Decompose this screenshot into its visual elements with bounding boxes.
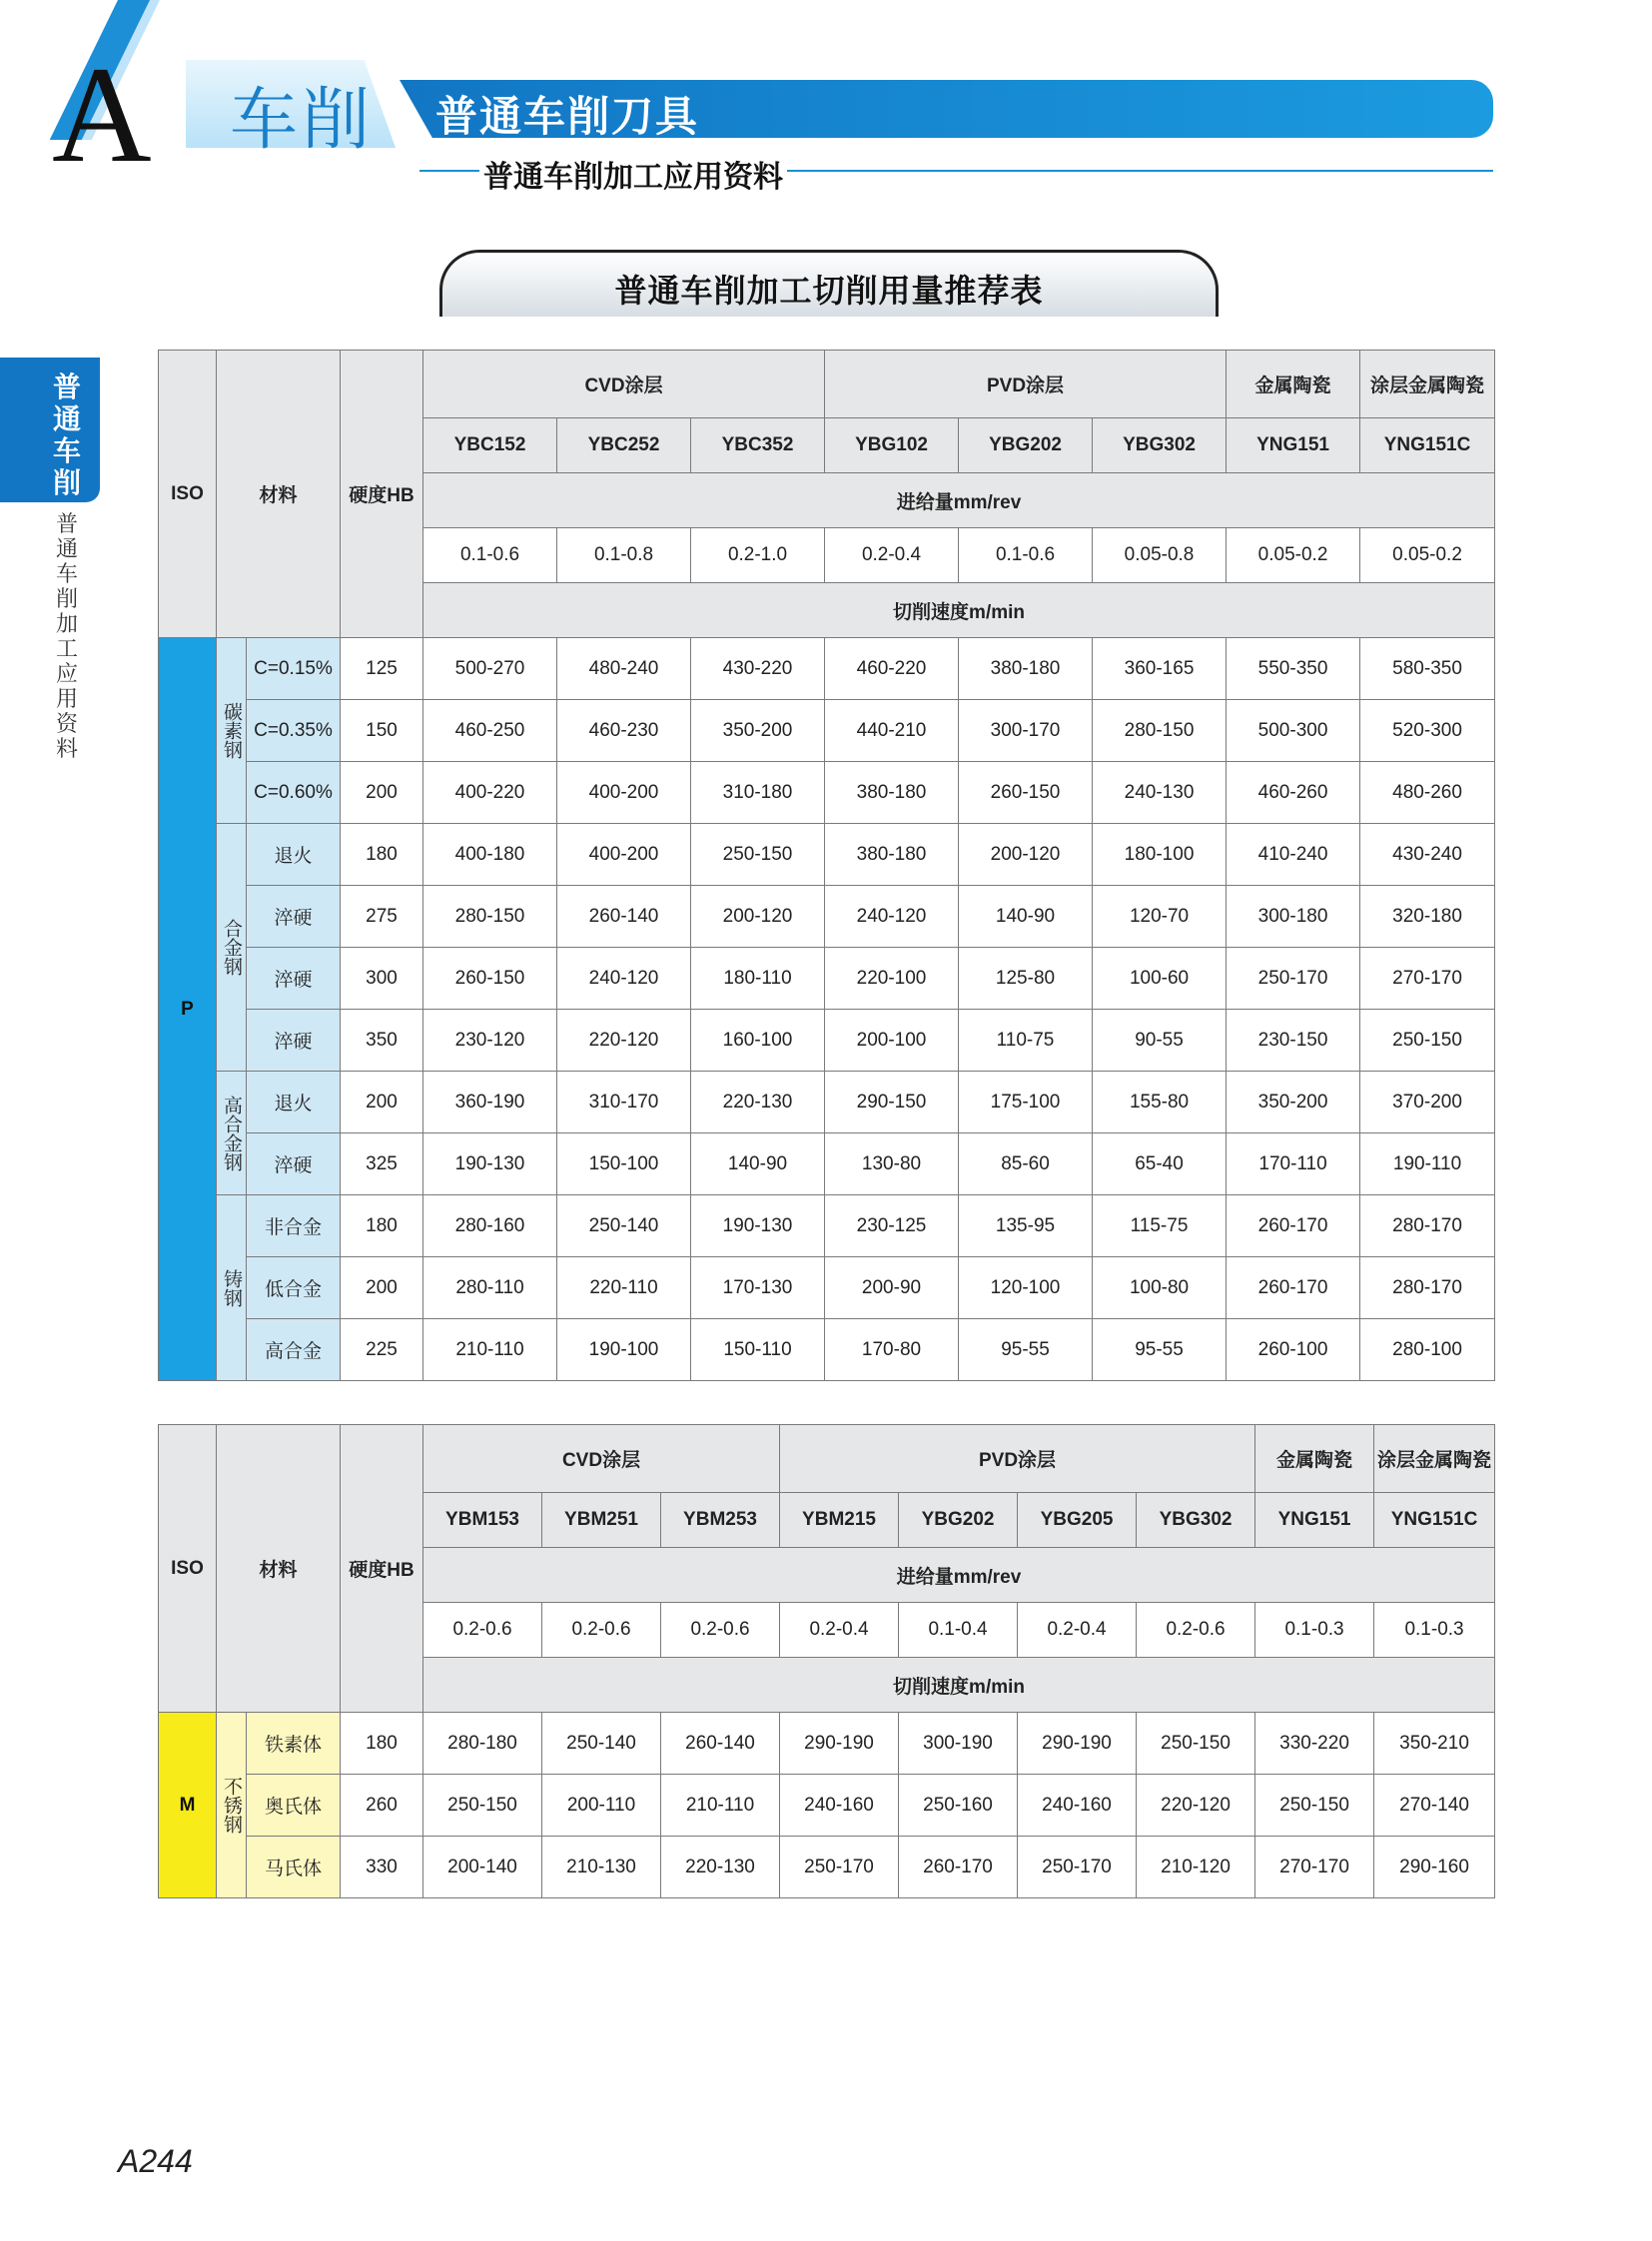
table-row [159,948,1495,1010]
speed-value: 550-350 [1227,638,1360,700]
speed-value: 250-150 [1255,1775,1374,1837]
material-category-cell [217,1072,247,1195]
grade-header: YBG205 [1018,1493,1137,1548]
iso-code-cell: M [159,1713,217,1898]
speed-value: 155-80 [1093,1072,1227,1133]
feed-value: 0.2-1.0 [691,528,825,583]
material-condition: 淬硬 [247,1133,341,1195]
speed-value: 300-190 [899,1713,1018,1775]
material-category: 合金钢 [221,919,242,976]
table-row [159,1195,1495,1257]
table-row [159,1713,1495,1775]
speed-value: 95-55 [1093,1319,1227,1381]
material-condition: 淬硬 [247,1010,341,1072]
speed-value: 280-170 [1360,1257,1495,1319]
speed-value: 260-150 [423,948,557,1010]
speed-value: 150-100 [557,1133,691,1195]
speed-value: 350-200 [1227,1072,1360,1133]
grade-header: YBM251 [542,1493,661,1548]
group-header: PVD涂层 [780,1425,1255,1493]
speed-value: 290-150 [825,1072,959,1133]
speed-value: 260-140 [661,1713,780,1775]
speed-value: 250-150 [1137,1713,1255,1775]
speed-value: 330-220 [1255,1713,1374,1775]
speed-value: 240-160 [1018,1775,1137,1837]
speed-value: 260-140 [557,886,691,948]
speed-value: 500-300 [1227,700,1360,762]
speed-value: 500-270 [423,638,557,700]
grade-header: YNG151C [1374,1493,1495,1548]
group-header: 金属陶瓷 [1227,351,1360,418]
group-header: 涂层金属陶瓷 [1374,1425,1495,1493]
side-tab[interactable] [0,358,100,502]
feed-value: 0.2-0.4 [825,528,959,583]
speed-value: 430-220 [691,638,825,700]
speed-value: 250-140 [557,1195,691,1257]
speed-value: 250-150 [423,1775,542,1837]
feed-value: 0.2-0.4 [1018,1603,1137,1658]
table-row [159,1133,1495,1195]
speed-value: 270-170 [1360,948,1495,1010]
iso-header: ISO [159,1425,217,1713]
speed-value: 190-110 [1360,1133,1495,1195]
speed-value: 270-140 [1374,1775,1495,1837]
material-condition: 退火 [247,1072,341,1133]
speed-value: 250-150 [691,824,825,886]
material-category-cell [217,1195,247,1381]
speed-value: 260-170 [1227,1195,1360,1257]
speed-value: 190-130 [691,1195,825,1257]
speed-value: 310-170 [557,1072,691,1133]
feed-value: 0.1-0.4 [899,1603,1018,1658]
table-row [159,1072,1495,1133]
speed-value: 160-100 [691,1010,825,1072]
material-condition: C=0.60% [247,762,341,824]
speed-value: 135-95 [959,1195,1093,1257]
hardness-value: 200 [341,1072,423,1133]
material-condition: 马氏体 [247,1837,341,1898]
hardness-value: 125 [341,638,423,700]
speed-value: 350-210 [1374,1713,1495,1775]
table-row [159,1319,1495,1381]
subsection-title: 普通车削加工应用资料 [479,152,787,196]
speed-value: 200-100 [825,1010,959,1072]
cutting-data-table-m [158,1424,1495,1898]
grade-header: YBC352 [691,418,825,473]
feed-value: 0.1-0.6 [423,528,557,583]
speed-value: 400-220 [423,762,557,824]
speed-value: 480-240 [557,638,691,700]
hardness-value: 275 [341,886,423,948]
speed-value: 430-240 [1360,824,1495,886]
speed-value: 380-180 [825,824,959,886]
table-row [159,1010,1495,1072]
speed-value: 260-150 [959,762,1093,824]
iso-header: ISO [159,351,217,638]
speed-value: 280-150 [1093,700,1227,762]
hardness-value: 180 [341,1195,423,1257]
speed-value: 150-110 [691,1319,825,1381]
material-category: 碳素钢 [221,702,242,759]
side-vertical-text: 普通车削加工应用资料 [55,511,78,761]
speed-value: 250-140 [542,1713,661,1775]
speed-value: 250-160 [899,1775,1018,1837]
speed-value: 85-60 [959,1133,1093,1195]
speed-value: 360-165 [1093,638,1227,700]
speed-value: 170-80 [825,1319,959,1381]
feed-value: 0.05-0.2 [1227,528,1360,583]
grade-header: YBG202 [899,1493,1018,1548]
group-header: 金属陶瓷 [1255,1425,1374,1493]
speed-value: 220-120 [1137,1775,1255,1837]
hardness-header: 硬度HB [341,351,423,638]
material-condition: 淬硬 [247,886,341,948]
speed-value: 280-160 [423,1195,557,1257]
table-row [159,638,1495,700]
speed-header: 切削速度m/min [423,1658,1495,1713]
grade-header: YBM253 [661,1493,780,1548]
speed-value: 200-110 [542,1775,661,1837]
material-condition: C=0.35% [247,700,341,762]
grade-header: YNG151 [1255,1493,1374,1548]
group-header: 涂层金属陶瓷 [1360,351,1495,418]
speed-value: 120-100 [959,1257,1093,1319]
table-row [159,1257,1495,1319]
table-row [159,1837,1495,1898]
speed-value: 210-110 [661,1775,780,1837]
side-tab-label: 普通车削 [52,372,81,498]
speed-value: 460-260 [1227,762,1360,824]
speed-value: 400-180 [423,824,557,886]
table-title: 普通车削加工切削用量推荐表 [614,273,1044,309]
speed-value: 110-75 [959,1010,1093,1072]
speed-value: 200-140 [423,1837,542,1898]
hardness-value: 300 [341,948,423,1010]
speed-value: 180-110 [691,948,825,1010]
speed-value: 280-170 [1360,1195,1495,1257]
iso-code-cell: P [159,638,217,1381]
hardness-header: 硬度HB [341,1425,423,1713]
speed-value: 140-90 [959,886,1093,948]
speed-value: 250-170 [1227,948,1360,1010]
speed-value: 460-250 [423,700,557,762]
material-condition: 高合金 [247,1319,341,1381]
speed-value: 280-180 [423,1713,542,1775]
grade-header: YBM215 [780,1493,899,1548]
material-condition: 非合金 [247,1195,341,1257]
hardness-value: 350 [341,1010,423,1072]
speed-value: 120-70 [1093,886,1227,948]
speed-value: 460-230 [557,700,691,762]
speed-value: 100-60 [1093,948,1227,1010]
speed-value: 220-110 [557,1257,691,1319]
feed-value: 0.2-0.6 [1137,1603,1255,1658]
table-row [159,700,1495,762]
feed-value: 0.2-0.6 [423,1603,542,1658]
table-row [159,762,1495,824]
feed-value: 0.1-0.3 [1374,1603,1495,1658]
speed-value: 300-170 [959,700,1093,762]
speed-value: 270-170 [1255,1837,1374,1898]
speed-value: 170-130 [691,1257,825,1319]
hardness-value: 180 [341,1713,423,1775]
speed-value: 230-150 [1227,1010,1360,1072]
speed-value: 130-80 [825,1133,959,1195]
speed-value: 290-190 [1018,1713,1137,1775]
speed-value: 240-130 [1093,762,1227,824]
group-header: PVD涂层 [825,351,1227,418]
material-category: 高合金钢 [221,1095,242,1171]
chapter-title: 车削 [230,82,375,158]
speed-value: 460-220 [825,638,959,700]
speed-value: 280-100 [1360,1319,1495,1381]
speed-value: 250-170 [780,1837,899,1898]
speed-value: 290-160 [1374,1837,1495,1898]
grade-header: YBG302 [1093,418,1227,473]
speed-value: 230-120 [423,1010,557,1072]
speed-value: 175-100 [959,1072,1093,1133]
speed-value: 400-200 [557,762,691,824]
grade-header: YBG202 [959,418,1093,473]
feed-value: 0.2-0.4 [780,1603,899,1658]
speed-value: 380-180 [959,638,1093,700]
speed-value: 400-200 [557,824,691,886]
material-category: 铸钢 [221,1268,242,1307]
grade-header: YNG151 [1227,418,1360,473]
feed-header: 进给量mm/rev [423,473,1495,528]
cutting-data-table-p [158,350,1495,1381]
speed-value: 360-190 [423,1072,557,1133]
hardness-value: 260 [341,1775,423,1837]
speed-value: 240-120 [557,948,691,1010]
feed-header: 进给量mm/rev [423,1548,1495,1603]
speed-value: 300-180 [1227,886,1360,948]
grade-header: YBC252 [557,418,691,473]
grade-header: YBC152 [423,418,557,473]
speed-value: 380-180 [825,762,959,824]
chapter-letter: A [52,38,152,191]
speed-value: 100-80 [1093,1257,1227,1319]
speed-value: 190-100 [557,1319,691,1381]
speed-value: 480-260 [1360,762,1495,824]
speed-value: 240-160 [780,1775,899,1837]
table-row [159,824,1495,886]
speed-value: 95-55 [959,1319,1093,1381]
material-category-cell [217,1713,247,1898]
speed-value: 210-110 [423,1319,557,1381]
speed-value: 250-170 [1018,1837,1137,1898]
speed-value: 320-180 [1360,886,1495,948]
speed-value: 65-40 [1093,1133,1227,1195]
material-header: 材料 [217,351,341,638]
speed-value: 90-55 [1093,1010,1227,1072]
hardness-value: 180 [341,824,423,886]
material-condition: 铁素体 [247,1713,341,1775]
speed-value: 170-110 [1227,1133,1360,1195]
grade-header: YNG151C [1360,418,1495,473]
group-header: CVD涂层 [423,1425,780,1493]
speed-value: 350-200 [691,700,825,762]
speed-value: 370-200 [1360,1072,1495,1133]
grade-header: YBG102 [825,418,959,473]
feed-value: 0.05-0.2 [1360,528,1495,583]
material-category-cell [217,824,247,1072]
group-header: CVD涂层 [423,351,825,418]
material-category: 不锈钢 [221,1777,242,1834]
grade-header: YBM153 [423,1493,542,1548]
speed-value: 580-350 [1360,638,1495,700]
speed-value: 310-180 [691,762,825,824]
speed-value: 280-150 [423,886,557,948]
feed-value: 0.2-0.6 [661,1603,780,1658]
speed-value: 440-210 [825,700,959,762]
speed-value: 280-110 [423,1257,557,1319]
hardness-value: 150 [341,700,423,762]
hardness-value: 325 [341,1133,423,1195]
speed-value: 290-190 [780,1713,899,1775]
page-number: A244 [118,2143,193,2179]
feed-value: 0.1-0.8 [557,528,691,583]
feed-value: 0.1-0.3 [1255,1603,1374,1658]
speed-value: 240-120 [825,886,959,948]
speed-value: 210-120 [1137,1837,1255,1898]
feed-value: 0.05-0.8 [1093,528,1227,583]
grade-header: YBG302 [1137,1493,1255,1548]
speed-value: 260-100 [1227,1319,1360,1381]
hardness-value: 200 [341,762,423,824]
hardness-value: 330 [341,1837,423,1898]
material-header: 材料 [217,1425,341,1713]
feed-value: 0.2-0.6 [542,1603,661,1658]
material-condition: 淬硬 [247,948,341,1010]
speed-value: 220-130 [691,1072,825,1133]
material-condition: C=0.15% [247,638,341,700]
speed-value: 260-170 [1227,1257,1360,1319]
speed-value: 200-90 [825,1257,959,1319]
speed-value: 250-150 [1360,1010,1495,1072]
speed-value: 220-130 [661,1837,780,1898]
speed-value: 220-120 [557,1010,691,1072]
speed-value: 230-125 [825,1195,959,1257]
feed-value: 0.1-0.6 [959,528,1093,583]
material-condition: 低合金 [247,1257,341,1319]
speed-value: 140-90 [691,1133,825,1195]
speed-value: 115-75 [1093,1195,1227,1257]
speed-value: 200-120 [959,824,1093,886]
speed-header: 切削速度m/min [423,583,1495,638]
material-condition: 退火 [247,824,341,886]
speed-value: 200-120 [691,886,825,948]
speed-value: 180-100 [1093,824,1227,886]
section-title: 普通车削刀具 [435,93,700,140]
hardness-value: 225 [341,1319,423,1381]
speed-value: 125-80 [959,948,1093,1010]
material-category-cell [217,638,247,824]
speed-value: 190-130 [423,1133,557,1195]
speed-value: 210-130 [542,1837,661,1898]
material-condition: 奥氏体 [247,1775,341,1837]
hardness-value: 200 [341,1257,423,1319]
speed-value: 220-100 [825,948,959,1010]
table-row [159,1775,1495,1837]
speed-value: 260-170 [899,1837,1018,1898]
speed-value: 410-240 [1227,824,1360,886]
speed-value: 520-300 [1360,700,1495,762]
table-row [159,886,1495,948]
